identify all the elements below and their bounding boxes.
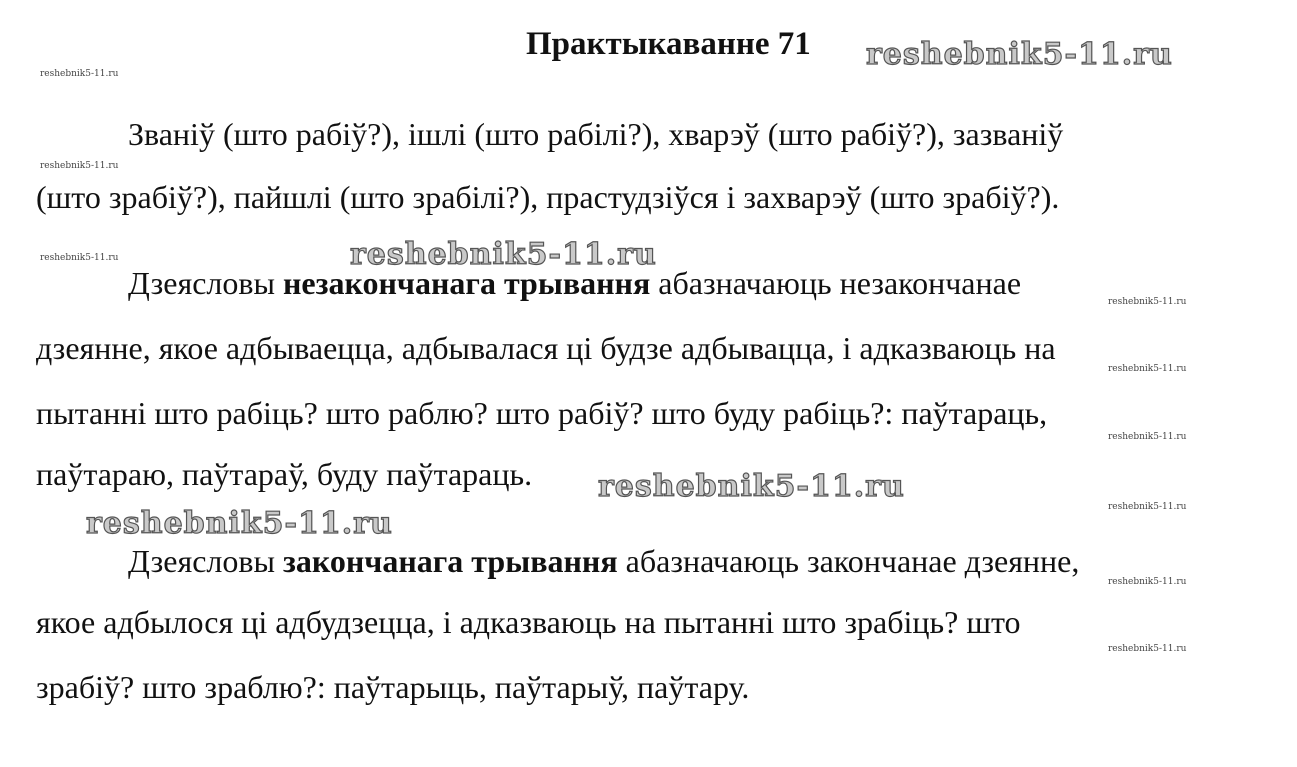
watermark-large: reshebnik5-11.ru <box>598 469 905 504</box>
paragraph-3-line-1 <box>128 545 1079 577</box>
watermark-small: reshebnik5-11.ru <box>40 69 119 79</box>
watermark-large: reshebnik5-11.ru <box>350 237 657 272</box>
term-perfective: закончанага трывання <box>282 543 618 579</box>
paragraph-2-line-1-start: Дзеясловы <box>128 265 283 301</box>
paragraph-2-line-3: пытанні што рабіць? што раблю? што рабіў? што буду рабіць?: паўтараць, <box>36 395 1048 431</box>
term-imperfective: незакончанага трывання <box>282 265 651 301</box>
watermark-small: reshebnik5-11.ru <box>1108 364 1187 374</box>
paragraph-3-line-1-end: абазначаюць закончанае дзеянне, <box>617 543 1080 579</box>
watermark-small: reshebnik5-11.ru <box>1108 432 1187 442</box>
paragraph-2-line-4: паўтараю, паўтараў, буду паўтараць. <box>36 456 533 492</box>
paragraph-1-line-2: (што зрабіў?), пайшлі (што зрабілі?), прастудзіўся і захварэў (што зрабіў?). <box>36 179 1060 215</box>
watermark-small: reshebnik5-11.ru <box>40 161 119 171</box>
paragraph-1-line-1: Званіў (што рабіў?), ішлі (што рабілі?), хварэў (што рабіў?), зазваніў <box>128 116 1064 152</box>
paragraph-3-line-2: якое адбылося ці адбудзецца, і адказваюць на пытанні што зрабіць? што <box>36 604 1021 640</box>
watermark-small: reshebnik5-11.ru <box>1108 502 1187 512</box>
page-title: Практыкаванне 71 <box>526 26 811 62</box>
paragraph-3-line-1-start: Дзеясловы <box>128 543 283 579</box>
watermark-small: reshebnik5-11.ru <box>1108 644 1187 654</box>
watermark-small: reshebnik5-11.ru <box>40 253 119 263</box>
watermark-small: reshebnik5-11.ru <box>1108 577 1187 587</box>
paragraph-3-line-3: зрабіў? што зраблю?: паўтарыць, паўтарыў, паўтару. <box>36 669 750 705</box>
paragraph-2-line-1-end: абазначаюць незакончанае <box>650 265 1022 301</box>
watermark-small: reshebnik5-11.ru <box>1108 297 1187 307</box>
paragraph-2-line-2: дзеянне, якое адбываецца, адбывалася ці будзе адбывацца, і адказваюць на <box>36 330 1056 366</box>
watermark-large: reshebnik5-11.ru <box>866 37 1173 72</box>
watermark-large: reshebnik5-11.ru <box>86 506 393 541</box>
